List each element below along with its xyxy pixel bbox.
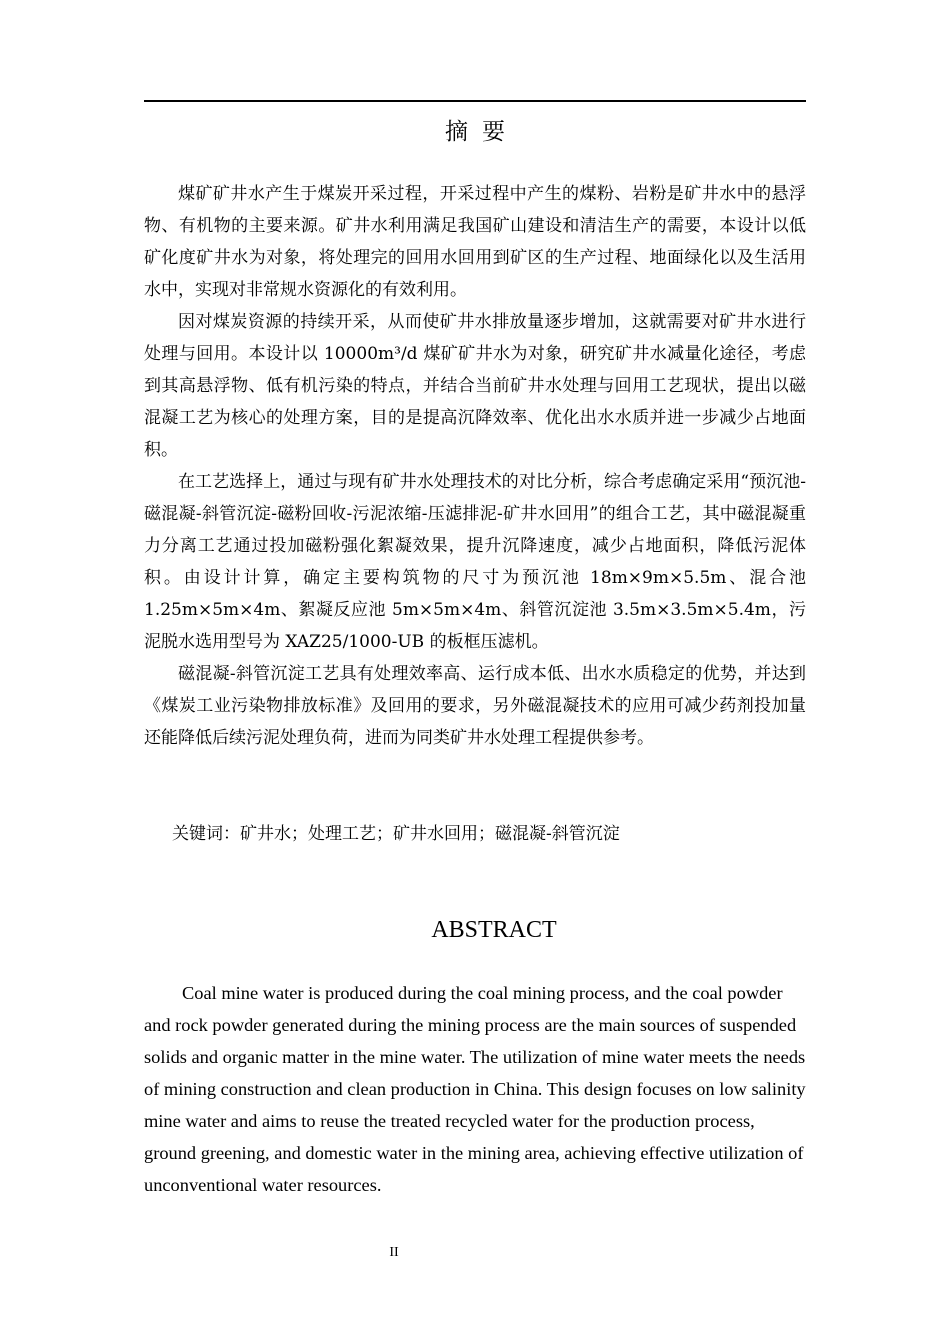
page-number: II [389, 1245, 399, 1260]
abstract-body-en [144, 977, 810, 1201]
abstract-paragraph-cn-3: 在工艺选择上，通过与现有矿井水处理技术的对比分析，综合考虑确定采用“预沉池-磁混凝-斜管沉淀-磁粉回收-污泥浓缩-压滤排泥-矿井水回用”的组合工艺，其中磁混凝重力分离工艺通过投加磁粉强化絮凝效果，提升沉降速度，减少占地面积，降低污泥体积。由设计计算，确定主要构筑物的尺寸为预沉池 18m×9m×5.5m、混合池 1.25m×5m×4m、絮凝反应池 5m×5m×4m、斜管沉淀池 3.5m×3.5m×5.4m，污泥脱水选用型号为 XAZ25/1000-UB 的板框压滤机。 [144, 472, 806, 652]
abstract-title-cn: 摘要 [445, 119, 519, 145]
header-rule [144, 100, 806, 102]
abstract-paragraph-cn-4: 磁混凝-斜管沉淀工艺具有处理效率高、运行成本低、出水水质稳定的优势，并达到《煤炭工业污染物排放标准》及回用的要求，另外磁混凝技术的应用可减少药剂投加量还能降低后续污泥处理负荷，进而为同类矿井水处理工程提供参考。 [144, 664, 806, 748]
abstract-paragraph-cn-2: 因对煤炭资源的持续开采，从而使矿井水排放量逐步增加，这就需要对矿井水进行处理与回用。本设计以 10000m³/d 煤矿矿井水为对象，研究矿井水减量化途径，考虑到其高悬浮物、低有机污染的特点，并结合当前矿井水处理与回用工艺现状，提出以磁混凝工艺为核心的处理方案，目的是提高沉降效率、优化出水水质并进一步减少占地面积。 [144, 312, 806, 460]
abstract-paragraph-cn-1: 煤矿矿井水产生于煤炭开采过程，开采过程中产生的煤粉、岩粉是矿井水中的悬浮物、有机物的主要来源。矿井水利用满足我国矿山建设和清洁生产的需要，本设计以低矿化度矿井水为对象，将处理完的回用水回用到矿区的生产过程、地面绿化以及生活用水中，实现对非常规水资源化的有效利用。 [144, 184, 806, 300]
keywords-cn: 关键词：矿井水；处理工艺；矿井水回用；磁混凝-斜管沉淀 [172, 824, 620, 844]
abstract-title-en: ABSTRACT [431, 917, 557, 943]
abstract-paragraph-en-1: Coal mine water is produced during the coal mining process, and the coal powder and rock powder generated during the mining process are the main sources of suspended solids and organic matter in the mine water. The utilization of mine water meets the needs of mining construction and clean production in China. This design focuses on low salinity mine water and aims to reuse the treated recycled water for the production process, ground greening, and domestic water in the mining area, achieving effective utilization of unconventional water resources. [144, 983, 806, 1195]
abstract-body-cn [144, 178, 806, 754]
